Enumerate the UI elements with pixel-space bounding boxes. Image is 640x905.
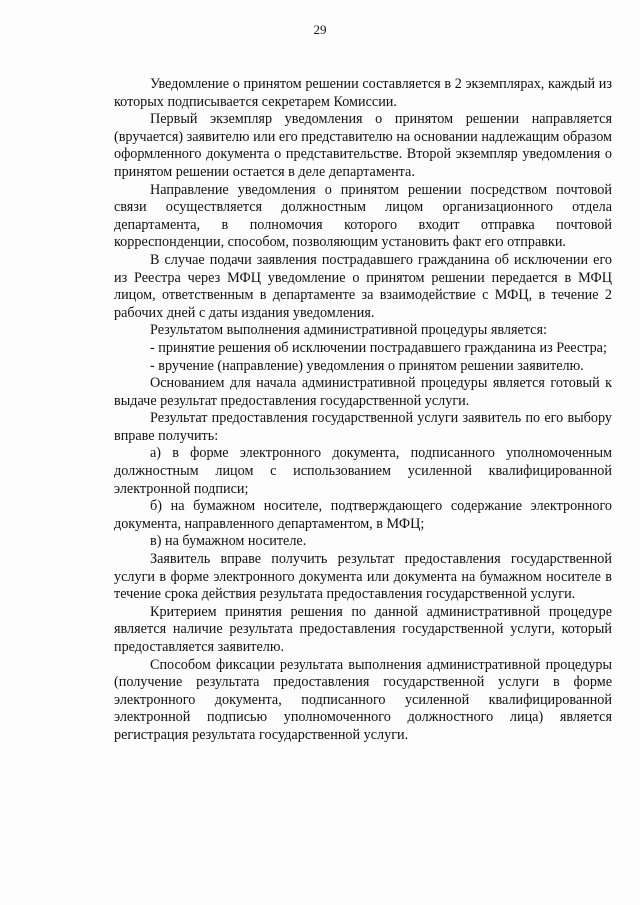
list-item-notice-delivery: - вручение (направление) уведомления о принятом решении заявителю. (150, 357, 584, 374)
paragraph-procedure-result: Результатом выполнения административной процедуры является: (150, 322, 547, 339)
list-item-option-a: а) в форме электронного документа, подписанного уполномоченным должностным лицом с использованием усиленной квалифицированной электронной подписи; (114, 445, 612, 497)
paragraph-mfc-submission: В случае подачи заявления пострадавшего гражданина об исключении его из Реестра через МФЦ уведомление о принятом решении передается в МФЦ лицом, ответственным в департаменте за взаимодействие с МФЦ, в течение 2 рабочих дней с даты издания уведомления. (114, 251, 612, 321)
list-item-option-c: в) на бумажном носителе. (150, 533, 307, 550)
list-item-exclusion-decision: - принятие решения об исключении пострадавшего гражданина из Реестра; (150, 339, 607, 356)
paragraph-fixation-method: Способом фиксации результата выполнения административной процедуры (получение результата предоставления государственной услуги в форме электронного документа, подписанного усиленной квалифицированной электронной подписью уполномоченного должностного лица) является регистрация результата государственной услуги. (114, 656, 612, 743)
page-number: 29 (313, 22, 327, 37)
paragraph-notice-copies: Уведомление о принятом решении составляется в 2 экземплярах, каждый из которых подписывается секретарем Комиссии. (114, 76, 612, 110)
paragraph-decision-criterion: Критерием принятия решения по данной административной процедуре является наличие результата предоставления государственной услуги, который предоставляется заявителю. (114, 603, 612, 655)
paragraph-postal-delivery: Направление уведомления о принятом решении посредством почтовой связи осуществляется должностным лицом организационного отдела департамента, в полномочия которого входит отправка почтовой корреспонденции, способом, позволяющим установить факт его отправки. (114, 181, 612, 251)
list-item-option-b: б) на бумажном носителе, подтверждающего содержание электронного документа, направленного департаментом, в МФЦ; (114, 498, 612, 532)
paragraph-result-options: Результат предоставления государственной услуги заявитель по его выбору вправе получить: (114, 410, 612, 444)
paragraph-first-copy: Первый экземпляр уведомления о принятом решении направляется (вручается) заявителю или его представителю на основании надлежащим образом оформленного документа о представительстве. Второй экземпляр уведомления о принятом решении остается в деле департамента. (114, 111, 612, 180)
paragraph-procedure-basis: Основанием для начала административной процедуры является готовый к выдаче результат предоставления государственной услуги. (114, 375, 612, 409)
paragraph-applicant-right: Заявитель вправе получить результат предоставления государственной услуги в форме электронного документа или документа на бумажном носителе в течение срока действия результата предоставления государственной услуги. (114, 551, 612, 603)
document-body (114, 76, 612, 745)
